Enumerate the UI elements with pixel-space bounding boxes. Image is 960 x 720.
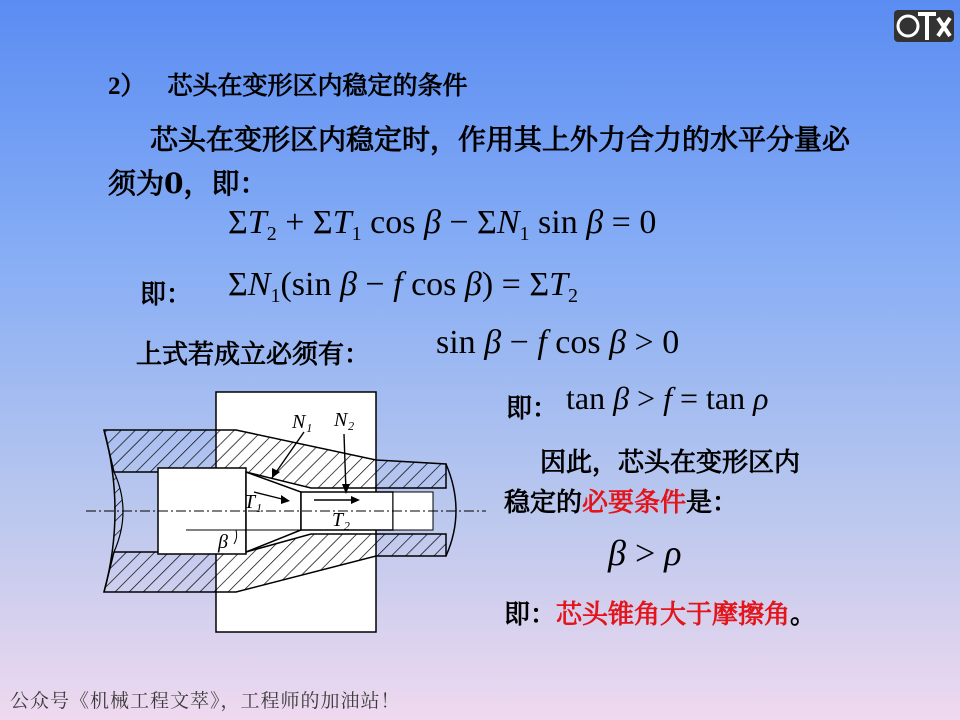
label-n1: N₁ — [292, 411, 313, 433]
equation-2-prefix: 即： — [140, 280, 193, 310]
footer-credit: 公众号《机械工程文萃》，工程师的加油站！ — [10, 690, 401, 712]
conclusion-line-1: 因此，芯头在变形区内 — [540, 448, 801, 478]
necessary-condition-highlight: 必要条件 — [582, 488, 687, 518]
conclusion-final: 即：芯头锥角大于摩擦角。 — [504, 600, 817, 630]
section-heading — [108, 66, 468, 102]
intro-text: 芯头在变形区内稳定时，作用其上外力合力的水平分量必须为0，即： — [108, 123, 851, 200]
label-t1: T₁ — [244, 491, 263, 513]
equation-3-prefix: 上式若成立必须有： — [136, 340, 371, 370]
intro-paragraph — [108, 118, 868, 206]
university-logo-icon — [892, 4, 956, 46]
condition-formula: β > ρ — [608, 533, 682, 573]
heading-title: 芯头在变形区内稳定的条件 — [167, 71, 468, 100]
final-statement-highlight: 芯头锥角大于摩擦角 — [556, 600, 791, 630]
label-beta: β — [218, 531, 228, 553]
label-t2: T₂ — [332, 509, 351, 531]
label-n2: N₂ — [334, 409, 355, 431]
heading-number: 2） — [108, 73, 146, 100]
conclusion-line-2: 稳定的必要条件是： — [504, 488, 739, 518]
equation-3: sin β − f cos β > 0 — [436, 324, 680, 361]
equation-1: $\Sigma T_2 + \Sigma T_1$ $\cos \beta - \Sigma N_1$ sin β = 0 — [228, 204, 657, 245]
equation-2: $\Sigma N_1(\sin$ β − f $\cos \beta) = \Sigma T_2$ — [228, 266, 579, 307]
equation-4-prefix: 即： — [506, 394, 559, 424]
plug-deformation-diagram — [86, 380, 486, 640]
equation-4: tan β > f = tan ρ — [566, 380, 769, 416]
